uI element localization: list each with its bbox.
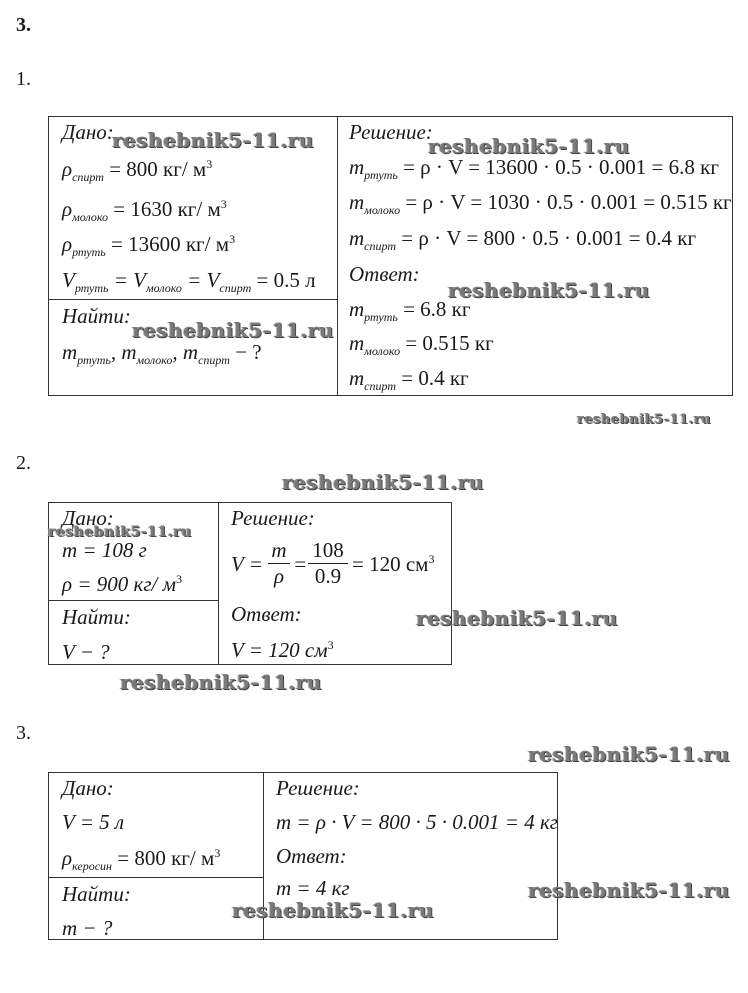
- p1-answer-spirt: $m_{спирт} = 0.4$ кг: [349, 366, 469, 394]
- watermark: reshebnik5-11.ru: [282, 470, 484, 494]
- p2-solution-title: Решение:: [231, 506, 315, 530]
- p1-given-rho-moloko: $\rho_{молоко} = 1630$ кг/ $м^3$: [62, 197, 227, 225]
- p1-answer-moloko: $m_{молоко} = 0.515$ кг: [349, 331, 494, 359]
- p2-solution-left: V =: [231, 552, 263, 576]
- p1-solution-rtut: $m_{ртуть} = \rho \cdot V = 13600 \cdot 0.5 \cdot 0.001 = 6.8$ кг: [349, 155, 719, 183]
- p3-given-density: $\rho_{керосин} = 800$ кг/ $м^3$: [62, 846, 221, 874]
- problem-2-find-divider: [48, 600, 218, 601]
- p1-answer-rtut: $m_{ртуть} = 6.8$ кг: [349, 297, 471, 325]
- p2-given-mass: m = 108 г: [62, 538, 147, 562]
- problem-3-number: 3.: [16, 722, 31, 744]
- p2-answer: V = 120 $см^3$: [231, 638, 334, 662]
- p1-given-title: Дано:: [62, 120, 114, 144]
- p3-find-title: Найти:: [62, 882, 131, 906]
- watermark: reshebnik5-11.ru: [232, 898, 434, 922]
- p1-answer-title: Ответ:: [349, 262, 420, 286]
- p2-find: V − ?: [62, 640, 110, 664]
- p1-given-rho-spirt: $\rho_{спирт} = 800$ кг/ $м^3$: [62, 157, 213, 185]
- p1-solution-moloko: $m_{молоко} = \rho \cdot V = 1030 \cdot 0.5 \cdot 0.001 = 0.515$ кг: [349, 190, 732, 218]
- watermark: reshebnik5-11.ru: [120, 670, 322, 694]
- p2-fraction-numbers: $\frac{108}{0.9}$: [308, 538, 348, 589]
- p3-solution: m = ρ · V = 800 · 5 · 0.001 = 4 кг: [276, 810, 558, 834]
- watermark: reshebnik5-11.ru: [448, 278, 650, 302]
- watermark: reshebnik5-11.ru: [528, 878, 730, 902]
- p3-given-title: Дано:: [62, 776, 114, 800]
- p1-solution-spirt: $m_{спирт} = \rho \cdot V = 800 \cdot 0.5 \cdot 0.001 = 0.4$ кг: [349, 226, 697, 254]
- p1-given-volume: $V_{ртуть} = V_{молоко} = V_{спирт} = 0.5$ л: [62, 268, 316, 296]
- watermark: reshebnik5-11.ru: [48, 524, 192, 540]
- watermark: reshebnik5-11.ru: [132, 318, 334, 342]
- problem-3-find-divider: [48, 877, 263, 878]
- p2-find-title: Найти:: [62, 605, 131, 629]
- problem-2-divider: [218, 502, 219, 665]
- section-number: 3.: [16, 14, 31, 36]
- p3-solution-title: Решение:: [276, 776, 360, 800]
- p2-answer-title: Ответ:: [231, 602, 302, 626]
- p2-given-title: Дано:: [62, 506, 114, 530]
- p3-answer: m = 4 кг: [276, 876, 350, 900]
- p2-solution-result: = 120 $см^3$: [352, 552, 435, 576]
- problem-1-number: 1.: [16, 68, 31, 90]
- p3-find: m − ?: [62, 916, 113, 940]
- watermark: reshebnik5-11.ru: [112, 128, 314, 152]
- problem-1-divider: [337, 116, 338, 396]
- p1-find: $m_{ртуть}$, $m_{молоко}$, $m_{спирт}$ − ?: [62, 340, 262, 368]
- p3-given-volume: V = 5 л: [62, 810, 125, 834]
- p2-fraction-m-rho: $\frac{m}{\rho}$: [268, 538, 290, 589]
- watermark: reshebnik5-11.ru: [416, 606, 618, 630]
- watermark: reshebnik5-11.ru: [428, 134, 630, 158]
- p1-find-title: Найти:: [62, 304, 131, 328]
- watermark: reshebnik5-11.ru: [577, 412, 712, 427]
- p3-answer-title: Ответ:: [276, 844, 347, 868]
- p2-solution-eq: =: [293, 552, 308, 576]
- problem-1-find-divider: [48, 299, 337, 300]
- problem-2-number: 2.: [16, 452, 31, 474]
- p1-solution-title: Решение:: [349, 120, 433, 144]
- watermark: reshebnik5-11.ru: [528, 742, 730, 766]
- p1-given-rho-rtut: $\rho_{ртуть} = 13600$ кг/ $м^3$: [62, 232, 236, 260]
- p2-given-density: ρ = 900 кг/ $м^3$: [62, 572, 183, 596]
